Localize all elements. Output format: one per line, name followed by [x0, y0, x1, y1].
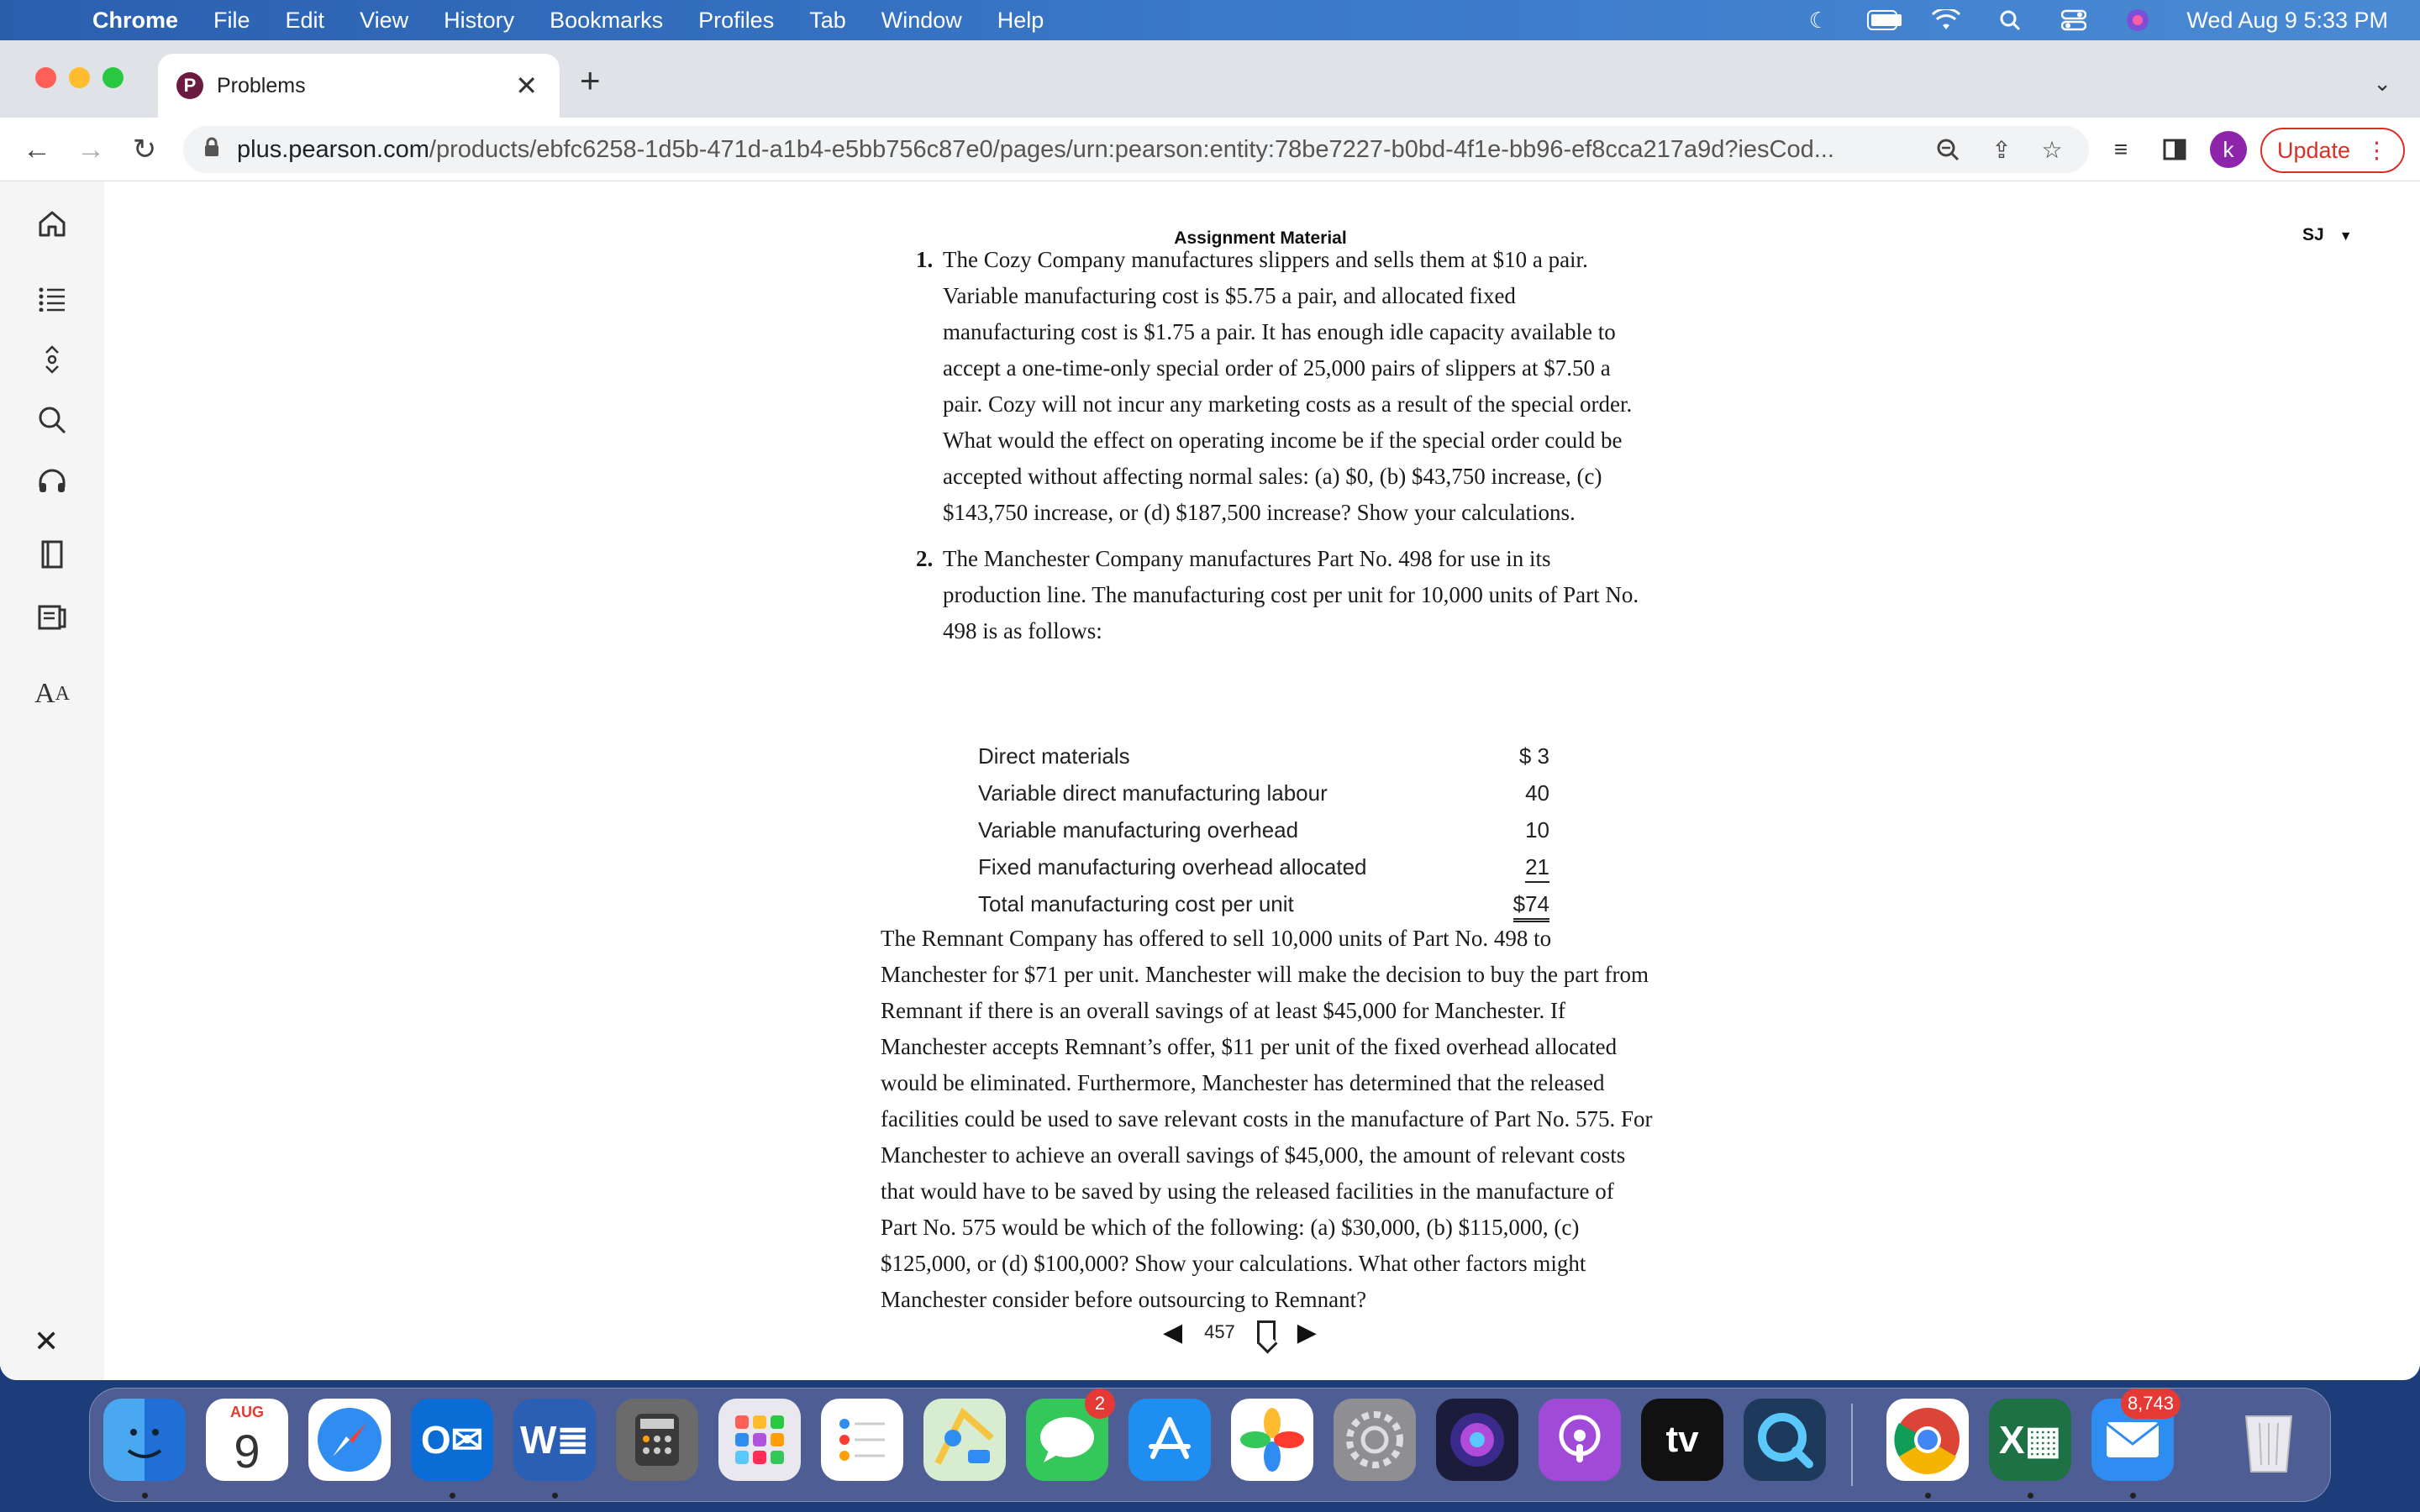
menu-tab[interactable]: Tab [809, 7, 846, 33]
messages-icon[interactable] [1026, 1393, 1108, 1481]
trash-icon[interactable] [2228, 1399, 2310, 1481]
tab-search-chevron-icon[interactable]: ⌄ [2373, 71, 2391, 96]
siri-app-icon[interactable] [1436, 1399, 1518, 1481]
cost-item: Total manufacturing cost per unit [978, 890, 1294, 916]
tab-strip [0, 40, 2420, 118]
menu-edit[interactable]: Edit [285, 7, 325, 33]
tab-title: Problems [217, 73, 306, 97]
question-text: The Manchester Company manufactures Part No. 498 for use in its production line. The manufacturing cost per unit for 10,000 units of Part No. 498 is as follows: [943, 546, 1639, 643]
menu-file[interactable]: File [213, 7, 250, 33]
audio-headphones-icon[interactable] [32, 460, 72, 501]
menu-window[interactable]: Window [881, 7, 962, 33]
menu-app-chrome[interactable]: Chrome [92, 7, 179, 33]
forward-button[interactable]: → [76, 133, 105, 165]
macos-menu-bar [0, 0, 2420, 40]
table-row [978, 811, 1549, 848]
page-number[interactable]: 457 [1204, 1321, 1235, 1342]
question-text: The Cozy Company manufactures slippers and sells them at $10 a pair. Variable manufacturing cost is $5.75 a pair, and allocated fixed manufacturing cost is $1.75 a pair. It has enough idle capacity available to accept a one-time-only special order of 25,000 pairs of slippers at $7.50 a pair. Cozy will not incur any marketing costs as a result of the special order. What would the effect on operating income be if the special order could be accepted without affecting normal sales: (a) $0, (b) $43,750 increase, (c) $143,750 increase, or (d) $187,500 increase? Show your calculations. [943, 247, 1633, 525]
question-number: 2. [916, 546, 934, 571]
control-center-icon[interactable] [2059, 9, 2089, 31]
calculator-icon[interactable] [616, 1399, 698, 1481]
running-indicator [2130, 1493, 2136, 1499]
reader-sidebar [0, 181, 104, 1380]
running-indicator [450, 1493, 455, 1499]
cost-amount: 10 [1525, 816, 1549, 843]
cost-item: Variable direct manufacturing labour [978, 780, 1328, 806]
window-minimize-button[interactable] [69, 67, 90, 88]
cost-amount: 21 [1482, 854, 1549, 880]
question-1 [881, 242, 1654, 531]
url-text[interactable]: plus.pearson.com/products/ebfc6258-1d5b-471d-a1b4-e5bb756c87e0/pages/urn:pearson:entity:78be7227-b0bd-4f1e-bb96-ef8cca217a9d?iesCod... [237, 135, 1834, 163]
quicktime-icon[interactable] [1744, 1399, 1826, 1481]
bookmark-star-icon[interactable]: ☆ [2041, 136, 2063, 163]
new-tab-button[interactable]: + [580, 60, 601, 100]
notebook-icon[interactable] [32, 534, 72, 575]
caret-down-icon: ▼ [2338, 229, 2353, 244]
profile-avatar[interactable]: k [2210, 131, 2247, 168]
safari-icon[interactable] [308, 1399, 391, 1481]
word-icon[interactable]: W≣ [513, 1399, 596, 1481]
table-row [978, 774, 1549, 811]
menubar-clock[interactable]: Wed Aug 9 5:33 PM [2186, 7, 2388, 33]
app-store-icon[interactable] [1128, 1399, 1211, 1481]
chrome-window [0, 40, 2420, 1380]
page-content [0, 181, 2420, 1380]
menu-help[interactable]: Help [997, 7, 1044, 33]
update-label: Update [2276, 137, 2351, 163]
running-indicator [2028, 1493, 2033, 1499]
cost-amount: $74 [1482, 891, 1549, 917]
next-page-button[interactable]: ▶ [1297, 1318, 1317, 1347]
reload-button[interactable]: ↻ [132, 134, 157, 165]
manufacturing-cost-table [978, 738, 1549, 922]
question-2 [881, 541, 1654, 649]
pearson-favicon-icon: P [176, 72, 203, 99]
running-indicator [1925, 1493, 1931, 1499]
launchpad-icon[interactable] [718, 1399, 801, 1481]
user-initials: SJ [2302, 225, 2324, 244]
running-indicator [552, 1493, 558, 1499]
bookmark-page-icon[interactable] [1257, 1320, 1276, 1344]
messages-badge: 2 [1085, 1389, 1115, 1419]
textbook-text [881, 247, 1654, 649]
window-zoom-button[interactable] [103, 67, 124, 88]
cost-item: Variable manufacturing overhead [978, 816, 1299, 843]
dock-separator [1851, 1404, 1853, 1486]
chrome-icon[interactable] [1886, 1399, 1969, 1481]
calendar-day: 9 [234, 1425, 260, 1478]
maps-icon[interactable] [923, 1399, 1006, 1481]
user-menu[interactable] [2302, 225, 2353, 245]
address-bar[interactable] [183, 126, 2089, 173]
window-close-button[interactable] [35, 67, 56, 88]
battery-icon[interactable] [1867, 9, 1897, 31]
cost-amount: $ 3 [1518, 743, 1549, 769]
back-button[interactable]: ← [23, 133, 51, 165]
reminders-icon[interactable] [821, 1399, 903, 1481]
focus-moon-icon[interactable]: ☾ [1808, 7, 1828, 33]
page-title: Assignment Material [1174, 228, 1347, 248]
wifi-icon[interactable] [1931, 9, 1961, 31]
menu-view[interactable]: View [360, 7, 409, 33]
lock-icon[interactable] [203, 137, 224, 162]
zoom-icon[interactable] [1931, 133, 1965, 166]
page-navigator [1163, 1310, 1317, 1354]
browser-toolbar [0, 118, 2420, 181]
table-row [978, 848, 1549, 885]
text-settings-icon[interactable]: A A [34, 678, 70, 709]
cost-item: Direct materials [978, 743, 1130, 769]
tab-problems[interactable] [158, 54, 560, 118]
table-row [978, 885, 1549, 922]
side-panel-icon[interactable] [2158, 133, 2191, 166]
more-menu-icon: ⋮ [2365, 137, 2389, 163]
close-sidebar-icon[interactable]: ✕ [34, 1324, 60, 1358]
previous-page-button[interactable]: ◀ [1163, 1318, 1183, 1347]
table-of-contents-icon[interactable] [32, 279, 72, 319]
share-icon[interactable]: ⇪ [1991, 136, 2012, 163]
mail-badge: 8,743 [2121, 1389, 2181, 1419]
mail-icon[interactable] [2091, 1393, 2174, 1481]
expand-collapse-icon[interactable] [32, 339, 72, 380]
calendar-icon[interactable] [206, 1399, 288, 1481]
question-number: 1. [916, 247, 934, 272]
apple-tv-label: tv [1665, 1419, 1699, 1460]
spotlight-search-icon[interactable] [1995, 9, 2025, 31]
excel-icon[interactable]: X▦ [1989, 1399, 2071, 1481]
reading-list-icon[interactable]: ≡ [2113, 136, 2128, 162]
system-settings-gear-icon[interactable] [1334, 1399, 1416, 1481]
menu-profiles[interactable]: Profiles [698, 7, 775, 33]
home-icon[interactable] [32, 203, 72, 244]
calendar-month: AUG [230, 1404, 264, 1420]
menu-bookmarks[interactable]: Bookmarks [550, 7, 664, 33]
update-button[interactable] [2260, 128, 2405, 173]
macos-dock [89, 1388, 2331, 1502]
podcasts-icon[interactable] [1539, 1399, 1621, 1481]
cost-amount: 40 [1525, 780, 1549, 806]
outlook-icon[interactable]: O✉ [411, 1399, 493, 1481]
cost-item: Fixed manufacturing overhead allocated [978, 853, 1367, 879]
apple-tv-icon[interactable] [1641, 1399, 1723, 1481]
photos-icon[interactable] [1231, 1399, 1313, 1481]
flashcards-icon[interactable] [32, 596, 72, 637]
finder-icon[interactable] [103, 1399, 186, 1481]
search-icon[interactable] [32, 400, 72, 440]
menu-history[interactable]: History [444, 7, 515, 33]
remnant-paragraph: The Remnant Company has offered to sell 10,000 units of Part No. 498 to Manchester for $71 per unit. Manchester will make the decision to buy the part from Remnant if there is an overall savings of at least $45,000 for Manchester. If Manchester accepts Remnant’s offer, $11 per unit of the fixed overhead allocated would be eliminated. Furthermore, Manchester has determined that the released facilities could be used to save relevant costs in the manufacture of Part No. 575. For Manchester to achieve an overall savings of $45,000, the amount of relevant costs that would have to be saved by using the released facilities in the manufacture of Part No. 575 would be which of the following: (a) $30,000, (b) $115,000, (c) $125,000, or (d) $100,000? Show your calculations. What other factors might Manchester consider before outsourcing to Remnant? [881, 926, 1653, 1312]
siri-icon[interactable] [2123, 9, 2153, 31]
table-row [978, 738, 1549, 774]
tab-close-icon[interactable]: ✕ [515, 71, 538, 101]
running-indicator [142, 1493, 148, 1499]
